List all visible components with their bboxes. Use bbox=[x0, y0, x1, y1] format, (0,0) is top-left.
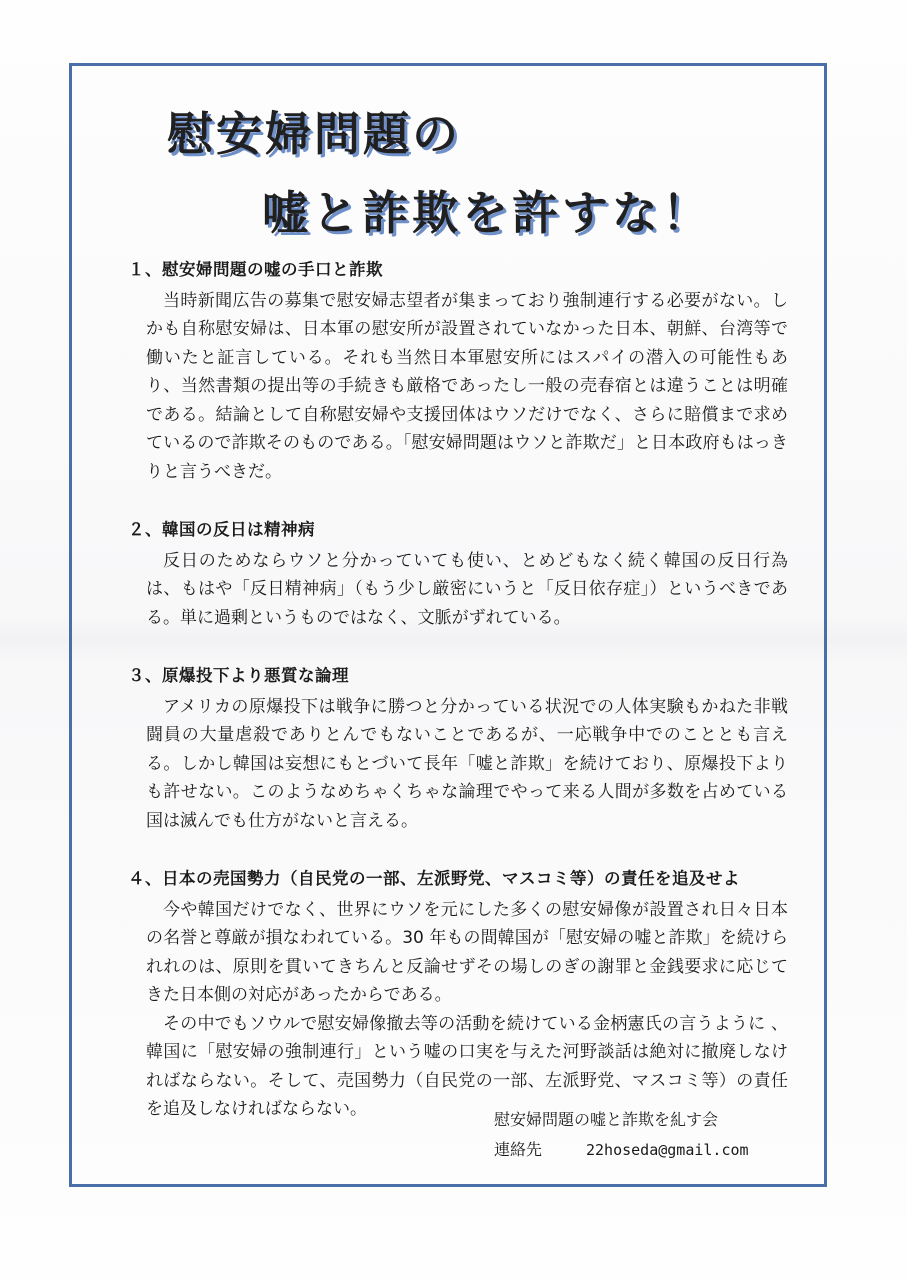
section-heading: ２、韓国の反日は精神病 bbox=[128, 520, 315, 539]
organization-name: 慰安婦問題の嘘と詐欺を糺す会 bbox=[494, 1110, 719, 1129]
footer bbox=[494, 1105, 749, 1165]
section-heading: １、慰安婦問題の嘘の手口と詐欺 bbox=[128, 260, 383, 279]
section-paragraph: 今や韓国だけでなく、世界にウソを元にした多くの慰安婦像が設置され日々日本の名誉と尊厳が損なわれている。30 年もの間韓国が「慰安婦の嘘と詐欺」を続けられれのは、原則を貫いてきちんと反論せずその場しのぎの謝罪と金銭要求に応じてきた日本側の対応があったからである。 bbox=[146, 899, 788, 1005]
section-3 bbox=[128, 662, 788, 835]
section-heading: ４、日本の売国勢力（自民党の一部、左派野党、マスコミ等）の責任を追及せよ bbox=[128, 869, 740, 888]
section-1 bbox=[128, 256, 788, 486]
contact-label: 連絡先 bbox=[494, 1140, 543, 1159]
section-paragraph: 当時新聞広告の募集で慰安婦志望者が集まっており強制連行する必要がない。しかも自称慰安婦は、日本軍の慰安所が設置されていなかった日本、朝鮮、台湾等で働いたと証言している。それも当然日本軍慰安所にはスパイの潜入の可能性もあり、当然書類の提出等の手続きも厳格であったし一般の売春宿とは違うことは明確である。結論として自称慰安婦や支援団体はウソだけでなく、さらに賠償まで求めているので詐欺そのものである。「慰安婦問題はウソと詐欺だ」と日本政府もはっきりと言うべきだ。 bbox=[146, 290, 788, 482]
section-2 bbox=[128, 516, 788, 632]
section-heading: ３、原爆投下より悪質な論理 bbox=[128, 666, 349, 685]
contact-row bbox=[494, 1135, 749, 1165]
contact-email: 22hoseda@gmail.com bbox=[586, 1141, 749, 1159]
section-paragraph: アメリカの原爆投下は戦争に勝つと分かっている状況での人体実験もかねた非戦闘員の大量虐殺でありとんでもないことであるが、一応戦争中でのこととも言える。しかし韓国は妄想にもとづいて長年「嘘と詐欺」を続けており、原爆投下よりも許せない。このようなめちゃくちゃな論理でやって来る人間が多数を占めている国は滅んでも仕方がないと言える。 bbox=[146, 696, 788, 831]
title-line-1: 慰安婦問題の bbox=[167, 107, 461, 161]
section-4 bbox=[128, 865, 788, 1124]
section-paragraph: その中でもソウルで慰安婦像撤去等の活動を続けている金柄憲氏の言うように 、韓国に「慰安婦の強制連行」という嘘の口実を与えた河野談話は絶対に撤廃しなければならない。そして、売国勢力（自民党の一部、左派野党、マスコミ等）の責任を追及しなければならない。 bbox=[146, 1013, 788, 1119]
section-paragraph: 反日のためならウソと分かっていても使い、とめどもなく続く韓国の反日行為は、もはや「反日精神病」（もう少し厳密にいうと「反日依存症」）というべきである。単に過剰というものではなく、文脈がずれている。 bbox=[146, 550, 788, 628]
body-content bbox=[128, 256, 788, 1154]
title-line-2: 嘘と詐欺を許すな！ bbox=[262, 186, 712, 240]
